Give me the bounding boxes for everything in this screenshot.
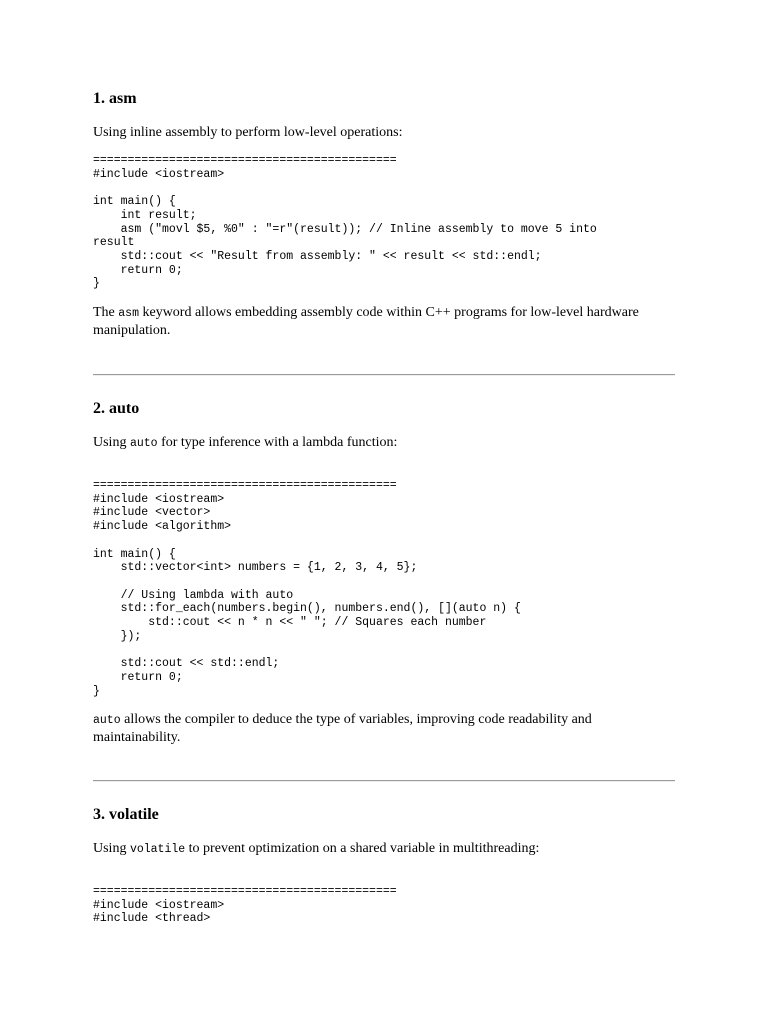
inline-code: volatile <box>129 843 186 856</box>
section-intro: Using inline assembly to perform low-level operations: <box>93 125 403 140</box>
horizontal-rule <box>93 780 675 782</box>
horizontal-rule <box>93 374 675 376</box>
section-heading: 3. volatile <box>93 806 159 823</box>
section-intro: Using volatile to prevent optimization on a shared variable in multithreading: <box>93 841 540 856</box>
code-block: ============================================ #include <iostream> #include <thread> <box>93 885 397 926</box>
section-explanation: auto allows the compiler to deduce the type of variables, improving code readability and maintainability. <box>93 712 592 746</box>
section-explanation: The asm keyword allows embedding assembly code within C++ programs for low-level hardware manipulation. <box>93 305 639 339</box>
section-auto <box>93 399 675 746</box>
section-intro: Using auto for type inference with a lambda function: <box>93 435 398 450</box>
code-block: ============================================ #include <iostream> int main() { int result; asm ("movl $5, %0" : "=r"(result)); // Inline assembly to move 5 into result std::cout << "Result from assembly: " << result << std::endl; return 0; } <box>93 154 597 291</box>
inline-code: auto <box>93 714 121 728</box>
inline-code: auto <box>129 437 158 450</box>
section-volatile <box>93 805 675 926</box>
section-heading: 1. asm <box>93 90 137 107</box>
section-asm <box>93 89 675 339</box>
inline-code: asm <box>118 307 139 321</box>
section-heading: 2. auto <box>93 400 140 417</box>
code-block: ============================================ #include <iostream> #include <vector> #include <algorithm> int main() { std::vector<int> numbers = {1, 2, 3, 4, 5}; // Using lambda with auto std::for_each(numbers.begin(), numbers.end(), [](auto n) { std::cout << n * n << " "; // Squares each number }); std::cout << std::endl; return 0; } <box>93 479 521 698</box>
